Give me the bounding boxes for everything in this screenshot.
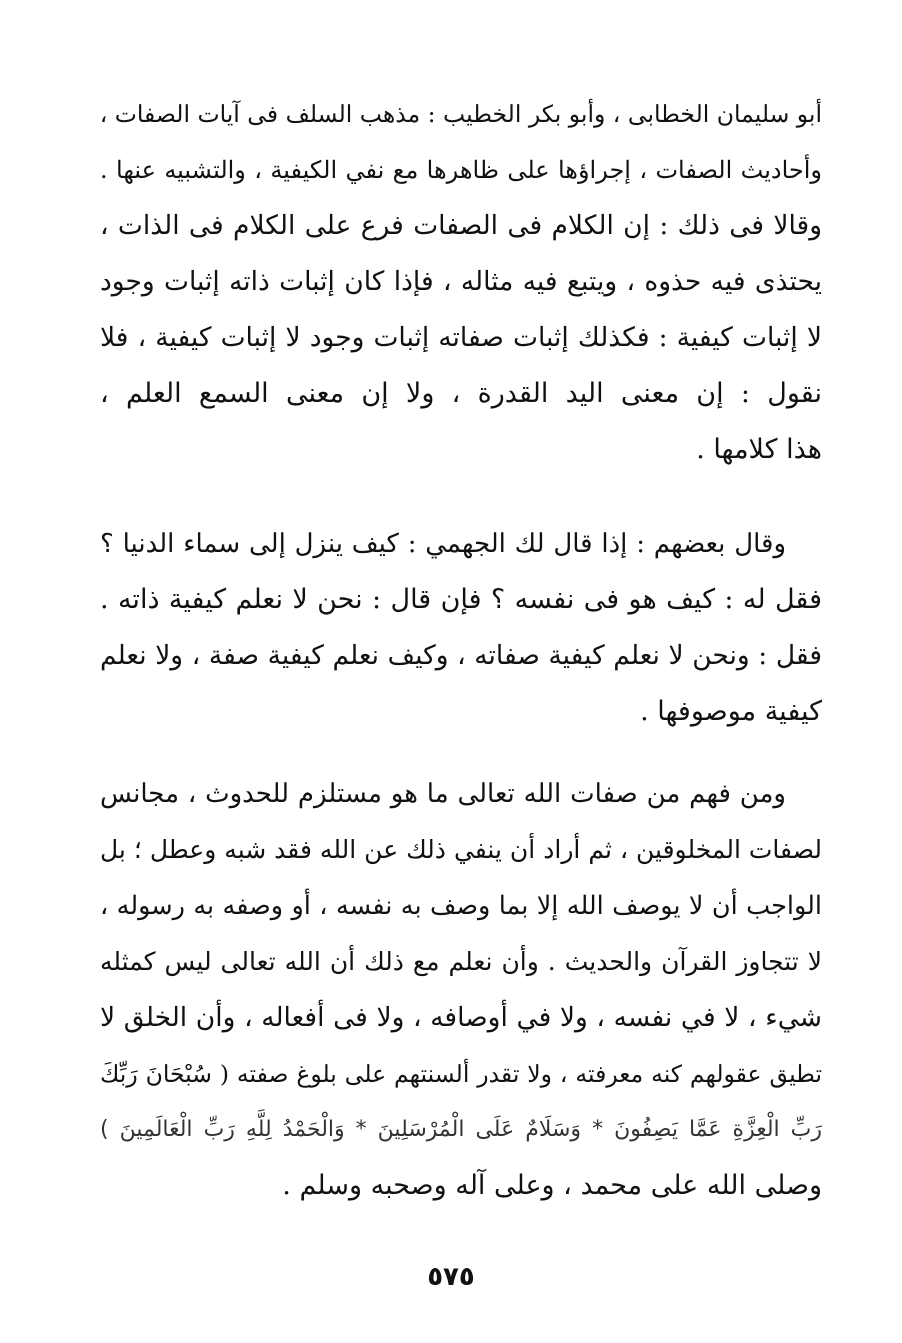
text-line: الواجب أن لا يوصف الله إلا بما وصف به نفسه ، أو وصفه به رسوله ، (100, 891, 822, 921)
text-line: أبو سليمان الخطابى ، وأبو بكر الخطيب : مذهب السلف فى آيات الصفات ، (99, 100, 822, 128)
paragraph-3 (100, 766, 822, 1214)
text-line: نقول : إن معنى اليد القدرة ، ولا إن معنى السمع العلم ، (100, 378, 822, 409)
quran-verse-line: رَبِّ الْعِزَّةِ عَمَّا يَصِفُونَ * وَسَلَامٌ عَلَى الْمُرْسَلِينَ * وَالْحَمْدُ لِلَّهِ رَبِّ الْعَالَمِينَ ) (100, 1117, 822, 1142)
text-line: ومن فهم من صفات الله تعالى ما هو مستلزم للحدوث ، مجانس (100, 779, 786, 809)
paragraph-1 (100, 86, 822, 478)
paragraph-2 (100, 516, 822, 740)
text-line: وقال بعضهم : إذا قال لك الجهمي : كيف ينزل إلى سماء الدنيا ؟ (100, 529, 786, 559)
text-line: لصفات المخلوقين ، ثم أراد أن ينفي ذلك عن الله فقد شبه وعطل ؛ بل (100, 835, 822, 864)
text-line: يحتذى فيه حذوه ، ويتبع فيه مثاله ، فإذا كان إثبات ذاته إثبات وجود (100, 266, 822, 297)
text-line: وصلى الله على محمد ، وعلى آله وصحبه وسلم . (282, 1170, 822, 1201)
text-line: فقل : ونحن لا نعلم كيفية صفاته ، وكيف نعلم كيفية صفة ، ولا نعلم (100, 640, 822, 671)
text-line: كيفية موصوفها . (640, 696, 822, 727)
page-number: ٥٧٥ (427, 1262, 475, 1292)
text-line: فقل له : كيف هو فى نفسه ؟ فإن قال : نحن لا نعلم كيفية ذاته . (100, 584, 822, 615)
text-line: لا تتجاوز القرآن والحديث . وأن نعلم مع ذلك أن الله تعالى ليس كمثله (100, 947, 822, 976)
text-line: شيء ، لا في نفسه ، ولا في أوصافه ، ولا فى أفعاله ، وأن الخلق لا (100, 1002, 822, 1033)
text-line: وأحاديث الصفات ، إجراؤها على ظاهرها مع نفي الكيفية ، والتشبيه عنها . (100, 156, 822, 184)
text-line: تطيق عقولهم كنه معرفته ، ولا تقدر ألسنتهم على بلوغ صفته ( سُبْحَانَ رَبِّكَ (100, 1060, 822, 1088)
text-line: لا إثبات كيفية : فكذلك إثبات صفاته إثبات وجود لا إثبات كيفية ، فلا (100, 322, 822, 353)
text-line: هذا كلامها . (696, 434, 822, 465)
text-line: وقالا فى ذلك : إن الكلام فى الصفات فرع على الكلام فى الذات ، (100, 210, 822, 241)
